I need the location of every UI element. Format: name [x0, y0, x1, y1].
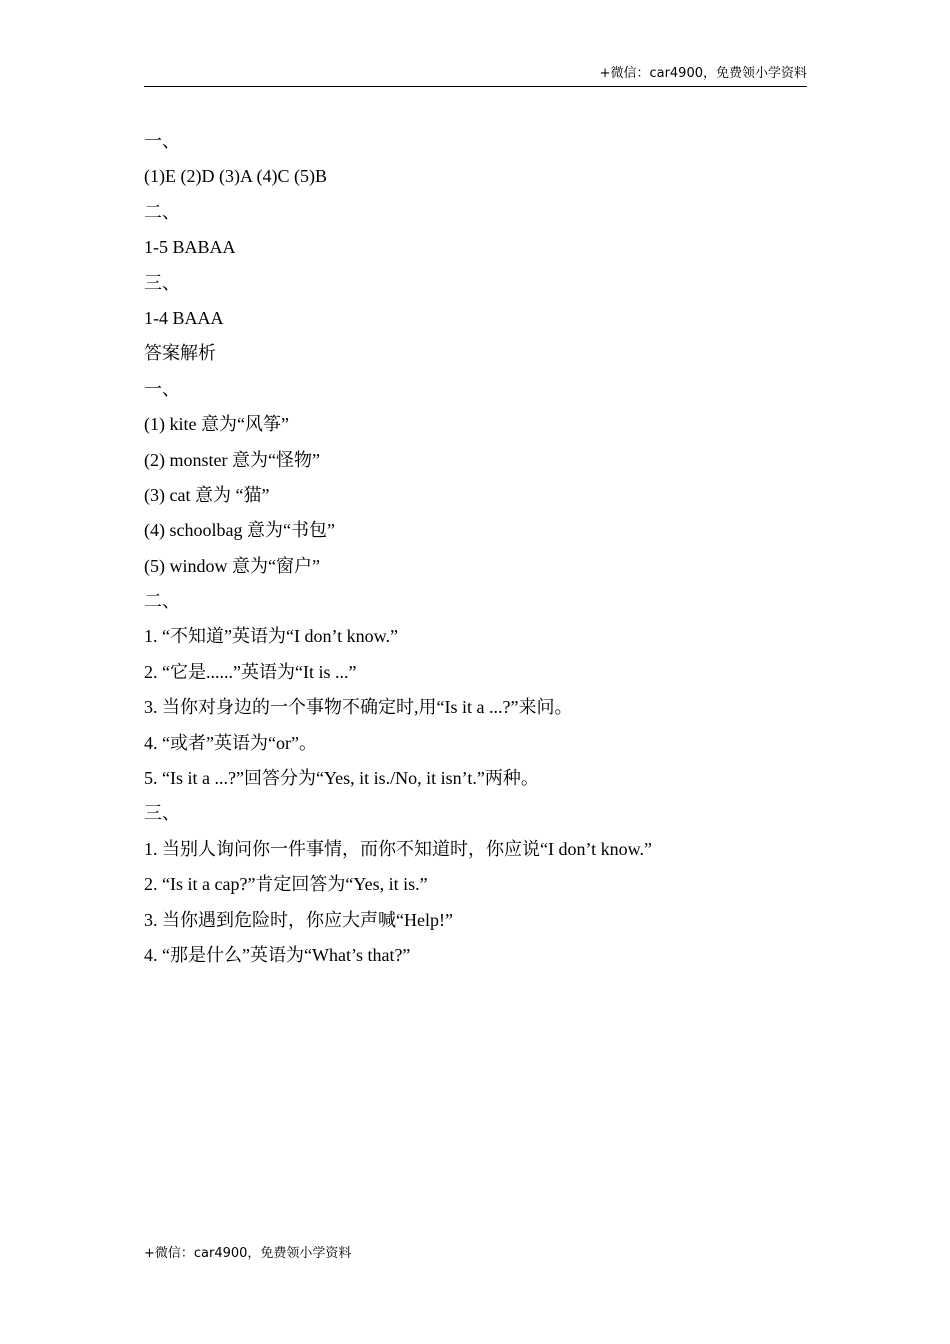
- explanation-line: 3. 当你遇到危险时，你应大声喊“Help!”: [144, 909, 453, 930]
- page-footer: +微信：car4900，免费领小学资料: [144, 1246, 352, 1261]
- explanation-line: (2) monster 意为“怪物”: [144, 449, 320, 470]
- section-heading-3: 三、: [144, 803, 180, 824]
- answer-line: 1-4 BAAA: [144, 307, 224, 328]
- explanation-line: (4) schoolbag 意为“书包”: [144, 520, 335, 541]
- section-heading-2: 二、: [144, 201, 180, 222]
- answer-line: 1-5 BABAA: [144, 237, 236, 258]
- explanation-line: (1) kite 意为“风筝”: [144, 414, 289, 435]
- explanation-line: 4. “那是什么”英语为“What’s that?”: [144, 944, 411, 965]
- explanation-line: 4. “或者”英语为“or”。: [144, 732, 317, 753]
- explanation-line: 5. “Is it a ...?”回答分为“Yes, it is./No, it isn’t.”两种。: [144, 768, 539, 789]
- explanation-line: 1. 当别人询问你一件事情，而你不知道时，你应说“I don’t know.”: [144, 838, 652, 859]
- header-text: +微信：car4900，免费领小学资料: [599, 66, 807, 81]
- section-heading-1: 一、: [144, 131, 180, 151]
- explanation-line: 1. “不知道”英语为“I don’t know.”: [144, 626, 398, 647]
- section-heading-3: 三、: [144, 272, 180, 293]
- answer-line: (1)E (2)D (3)A (4)C (5)B: [144, 166, 327, 187]
- explanation-line: 2. “它是......”英语为“It is ...”: [144, 661, 357, 682]
- explanation-line: (5) window 意为“窗户”: [144, 555, 320, 576]
- document-body: [144, 124, 807, 973]
- page-header: [144, 64, 807, 87]
- explanation-line: 3. 当你对身边的一个事物不确定时,用“Is it a ...?”来问。: [144, 697, 573, 718]
- explanation-line: 2. “Is it a cap?”肯定回答为“Yes, it is.”: [144, 874, 428, 895]
- section-heading-1: 一、: [144, 378, 180, 399]
- analysis-heading: 答案解析: [144, 343, 216, 364]
- section-heading-2: 二、: [144, 591, 180, 612]
- explanation-line: (3) cat 意为 “猫”: [144, 484, 270, 505]
